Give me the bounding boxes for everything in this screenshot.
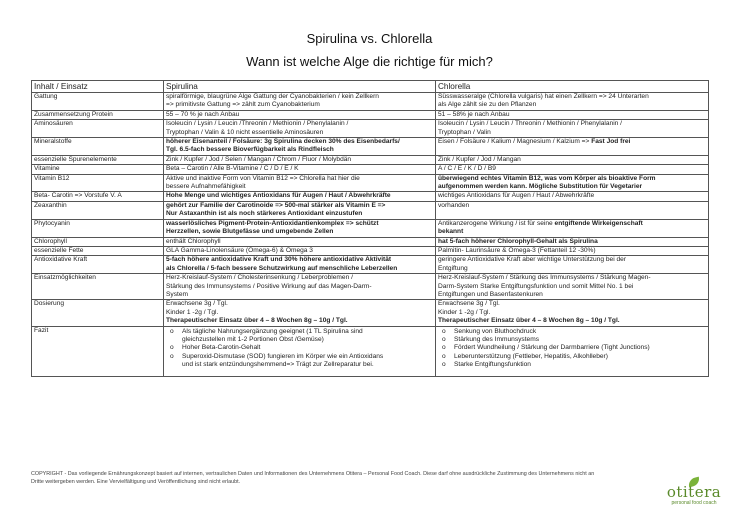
spirulina-cell (164, 274, 436, 300)
cell-text: Isoleucin / Lysin / Leucin / Threonin / Methionin / Phenylalanin / (438, 120, 623, 128)
cell-text: spiralförmige, blaugrüne Alge Gattung der Cyanobakterien / kein Zellkern (166, 93, 379, 100)
cell-line (166, 175, 433, 183)
cell-text: Entgiftung (438, 264, 468, 272)
table-row (32, 219, 709, 237)
table-row (32, 93, 709, 111)
cell-text: Herz-Kreislauf-System / Stärkung des Immunsystems / Stärkung Magen- (438, 274, 651, 282)
cell-text: hat 5-fach höherer Chlorophyll-Gehalt als Spirulina (438, 237, 598, 245)
cell-line (166, 238, 433, 246)
row-label: Zusammensetzung Protein (32, 110, 164, 119)
spirulina-cell (164, 237, 436, 246)
cell-text-bold: Fast Jod frei (591, 138, 631, 146)
cell-text: aufgenommen werden kann. Mögliche Substitution für Vegetarier (438, 183, 643, 191)
cell-text: Stärkung des Immunsystems / Positive Wirkung auf das Magen-Darm- (166, 282, 372, 290)
row-label: Phytocyanin (32, 219, 164, 237)
spirulina-cell (164, 120, 436, 138)
spirulina-cell (164, 246, 436, 255)
chlorella-cell (436, 120, 709, 138)
cell-line (438, 120, 706, 128)
cell-line (438, 228, 706, 236)
chlorella-cell (436, 155, 709, 164)
row-label: Antioxidative Kraft (32, 256, 164, 274)
cell-line (438, 129, 706, 137)
chlorella-cell (436, 237, 709, 246)
row-label: Mineralstoffe (32, 138, 164, 156)
cell-text: als Alge zählt sie zu den Pflanzen (438, 101, 537, 109)
cell-text: überwiegend echtes Vitamin B12, was vom Körper als bioaktive Form (438, 174, 656, 182)
fazit-bullet (166, 336, 433, 344)
footer-line-1: COPYRIGHT - Das vorliegende Ernährungskonzept basiert auf internen, vertraulichen Daten und Informationen des Unternehmens Otitera – Personal Food Coach. Diese darf ohne ausdrückliche Zustimmung des Unternehmens nicht an (31, 471, 595, 477)
row-label: Vitamin B12 (32, 174, 164, 192)
fazit-text: gleichzustellen mit 1-2 Portionen Obst /Gemüse) (182, 335, 324, 343)
bullet-marker-icon: o (442, 335, 446, 343)
table-row (32, 246, 709, 255)
cell-text: Tgl. 6.5-fach bessere Bioverfügbarkeit als Rindfleisch (166, 146, 334, 154)
cell-line (438, 291, 706, 299)
row-label: Fazit (32, 326, 164, 376)
spirulina-cell (164, 165, 436, 174)
cell-text: Antikanzerogene Wirkung / ist für seine (438, 219, 555, 227)
cell-text: => primitivste Gattung => zählt zum Cyanobakterium (166, 101, 320, 109)
table-row (32, 192, 709, 201)
cell-line (166, 283, 433, 291)
fazit-text: Superoxid-Dismutase (SOD) fungieren im Körper wie ein Antioxidans (182, 352, 384, 360)
table-row (32, 120, 709, 138)
logo-tagline: personal food coach (671, 500, 717, 506)
cell-line (166, 274, 433, 282)
company-logo (664, 484, 724, 506)
cell-text: höherer Eisenanteil / Folsäure: 3g Spirulina decken 30% des Eisenbedarfs/ (166, 138, 400, 146)
cell-line (166, 228, 433, 236)
cell-text: Herzzellen, sowie Blutgefässe und umgebende Zellen (166, 228, 334, 236)
cell-line (438, 101, 706, 109)
header-spirulina: Spirulina (164, 81, 436, 93)
cell-line (438, 192, 706, 200)
cell-text: geringere Antioxidative Kraft aber wichtige Unterstützung bei der (438, 256, 627, 264)
cell-line (438, 165, 706, 173)
row-label: Dosierung (32, 300, 164, 326)
fazit-text: Starke Entgiftungsfunktion (454, 361, 531, 369)
fazit-text: Leberunterstützung (Fettleber, Hepatitis, Alkohlleber) (454, 352, 608, 360)
cell-line (438, 283, 706, 291)
cell-line (166, 247, 433, 255)
cell-line (166, 309, 433, 317)
cell-line (166, 300, 433, 308)
cell-line (438, 309, 706, 317)
chlorella-fazit-cell (436, 326, 709, 376)
table-row (32, 110, 709, 119)
bullet-marker-icon: o (442, 344, 446, 352)
cell-text: Darm-System Starke Entgiftungsfunktion und somit Mittel No. 1 bei (438, 282, 634, 290)
cell-line (438, 317, 706, 325)
chlorella-cell (436, 274, 709, 300)
cell-text: 55 – 70 % je nach Anbau (166, 110, 240, 118)
table-row (32, 237, 709, 246)
cell-text: Zink / Kupfer / Jod / Mangan (438, 155, 521, 163)
cell-text: Tryptophan / Valin (438, 128, 491, 136)
cell-text: Süsswasseralge (Chlorella vulgaris) hat einen Zellkern => 24 Unterarten (438, 93, 649, 100)
cell-text: Erwachsene 3g / Tgl. (166, 300, 228, 308)
document-subtitle: Wann ist welche Alge die richtige für mich? (246, 54, 493, 69)
spirulina-cell (164, 192, 436, 201)
cell-line (438, 220, 706, 228)
copyright-footer (31, 470, 721, 486)
cell-line (166, 120, 433, 128)
cell-line (438, 300, 706, 308)
cell-text: A / C / E / K / D / B9 (438, 165, 496, 173)
spirulina-cell (164, 174, 436, 192)
comparison-table (31, 80, 709, 377)
cell-text: Aktive und inaktive Form von Vitamin B12 => Chlorella hat hier die (166, 174, 360, 182)
bullet-marker-icon: o (170, 352, 174, 360)
chlorella-cell (436, 138, 709, 156)
fazit-bullet (166, 344, 433, 352)
chlorella-cell (436, 256, 709, 274)
table-row (32, 201, 709, 219)
chlorella-cell (436, 219, 709, 237)
chlorella-cell (436, 192, 709, 201)
chlorella-cell (436, 93, 709, 111)
header-chlorella: Chlorella (436, 81, 709, 93)
cell-line (166, 165, 433, 173)
fazit-bullet (166, 361, 433, 369)
table-row (32, 138, 709, 156)
cell-line (438, 247, 706, 255)
spirulina-fazit-cell (164, 326, 436, 376)
spirulina-cell (164, 138, 436, 156)
cell-text: Nur Astaxanthin ist als noch stärkeres Antioxidant einzustufen (166, 210, 363, 218)
cell-text: vorhanden (438, 201, 470, 209)
fazit-text: Fördert Wundheilung / Stärkung der Darmbarriere (Tight Junctions) (454, 344, 650, 352)
cell-line (166, 129, 433, 137)
table-row (32, 300, 709, 326)
bullet-marker-icon: o (170, 344, 174, 352)
cell-text: Therapeutischer Einsatz über 4 – 8 Wochen 8g – 10g / Tgl. (166, 317, 348, 325)
cell-text: Entgiftungen und Basenfastenkuren (438, 290, 543, 298)
fazit-bullet (438, 361, 706, 369)
cell-line (166, 220, 433, 228)
table-row-fazit (32, 326, 709, 376)
cell-line (438, 93, 706, 101)
cell-text: Kinder 1 -2g / Tgl. (438, 308, 491, 316)
row-label: Aminosäuren (32, 120, 164, 138)
chlorella-cell (436, 174, 709, 192)
table-row (32, 165, 709, 174)
row-label: essenzielle Spurenelemente (32, 155, 164, 164)
cell-line (438, 265, 706, 273)
chlorella-cell (436, 300, 709, 326)
fazit-bullet (166, 328, 433, 336)
chlorella-cell (436, 201, 709, 219)
fazit-text: Als tägliche Nahrungsergänzung geeignet (1 TL Spirulina sind (182, 327, 363, 335)
cell-line (438, 138, 706, 146)
cell-line (438, 183, 706, 191)
cell-line (166, 111, 433, 119)
chlorella-cell (436, 165, 709, 174)
fazit-bullet (438, 328, 706, 336)
spirulina-cell (164, 201, 436, 219)
fazit-bullet (438, 353, 706, 361)
cell-line (438, 156, 706, 164)
cell-line (166, 317, 433, 325)
bullet-marker-icon: o (442, 352, 446, 360)
row-label: Gattung (32, 93, 164, 111)
cell-text: als Chlorella / 5-fach bessere Schutzwirkung auf menschliche Leberzellen (166, 264, 398, 272)
cell-line (166, 202, 433, 210)
fazit-bullet (166, 353, 433, 361)
cell-text: gehört zur Familie der Carotinoide => 500-mal stärker als Vitamin E => (166, 201, 386, 209)
spirulina-cell (164, 256, 436, 274)
cell-text: Beta – Carotin / Alle B-Vitamine / C / D / E / K (166, 165, 299, 173)
bullet-marker-icon: o (170, 327, 174, 335)
cell-text: Herz-Kreislauf-System / Cholesterinsenkung / Leberproblemen / (166, 274, 353, 282)
fazit-text: und ist stark entzündungshemmend=> Trägt zur Zellreparatur bei. (182, 361, 374, 369)
spirulina-cell (164, 219, 436, 237)
fazit-text: Senkung von Bluthochdruck (454, 327, 537, 335)
row-label: Einsatzmöglichkeiten (32, 274, 164, 300)
cell-text: Therapeutischer Einsatz über 4 – 8 Wochen 8g – 10g / Tgl. (438, 317, 620, 325)
spirulina-cell (164, 93, 436, 111)
cell-line (166, 156, 433, 164)
cell-text: Tryptophan / Valin & 10 nicht essentielle Aminosäuren (166, 128, 324, 136)
row-label: Chlorophyll (32, 237, 164, 246)
cell-text: wichtiges Antioxidans für Augen / Haut / Abwehrkräfte (438, 192, 595, 200)
document-title: Spirulina vs. Chlorella (306, 31, 433, 46)
cell-line (166, 138, 433, 146)
cell-text: wasserlösliches Pigment-Protein-Antioxidantienkomplex => schützt (166, 219, 379, 227)
cell-text: Eisen / Folsäure / Kalium / Magnesium / Kalzium => (438, 138, 592, 146)
table-row (32, 174, 709, 192)
row-label: essenzielle Fette (32, 246, 164, 255)
cell-line (166, 101, 433, 109)
bullet-marker-icon: o (442, 361, 446, 369)
logo-name: otitera (666, 483, 722, 501)
fazit-text: Hoher Beta-Carotin-Gehalt (182, 344, 261, 352)
cell-text: 51 – 58% je nach Anbau (438, 110, 510, 118)
row-label: Vitamine (32, 165, 164, 174)
cell-text: Hohe Menge und wichtiges Antioxidans für Augen / Haut / Abwehrkräfte (166, 192, 391, 200)
cell-text: bessere Aufnahmefähigkeit (166, 183, 246, 191)
cell-line (166, 256, 433, 264)
footer-line-2: Dritte weitergeben werden. Eine Vervielfältigung und Veröffentlichung sind nicht erlaubt. (31, 479, 241, 485)
chlorella-cell (436, 246, 709, 255)
cell-line (166, 291, 433, 299)
row-label: Zeaxanthin (32, 201, 164, 219)
cell-line (166, 265, 433, 273)
cell-line (166, 93, 433, 101)
cell-line (438, 111, 706, 119)
cell-line (438, 238, 706, 246)
cell-text: 5-fach höhere antioxidative Kraft und 30% höhere antioxidative Aktivität (166, 256, 392, 264)
cell-text: bekannt (438, 228, 464, 236)
table-header-row (32, 81, 709, 93)
spirulina-cell (164, 155, 436, 164)
spirulina-cell (164, 300, 436, 326)
cell-line (438, 274, 706, 282)
bullet-marker-icon: o (442, 327, 446, 335)
spirulina-cell (164, 110, 436, 119)
cell-text: System (166, 290, 188, 298)
cell-line (438, 256, 706, 264)
cell-text: Isoleucin / Lysin / Leucin /Threonin / Methionin / Phenylalanin / (166, 120, 349, 128)
table-row (32, 155, 709, 164)
chlorella-cell (436, 110, 709, 119)
cell-line (166, 146, 433, 154)
cell-text: Palmitin- Laurinsäure & Omega-3 (Fettanteil 12 -30%) (438, 246, 596, 254)
cell-text: GLA Gamma-Linolensäure (Omega-6) & Omega 3 (166, 246, 313, 254)
cell-line (438, 202, 706, 210)
row-label: Beta- Carotin => Vorstufe V. A (32, 192, 164, 201)
cell-text: Kinder 1 -2g / Tgl. (166, 308, 219, 316)
fazit-text: Stärkung des Immunsystems (454, 335, 540, 343)
cell-line (166, 192, 433, 200)
cell-text: Erwachsene 3g / Tgl. (438, 300, 500, 308)
cell-text: enthält Chlorophyll (166, 237, 221, 245)
table-row (32, 256, 709, 274)
cell-text-bold: entgiftende Wirkeigenschaft (554, 219, 643, 227)
cell-line (166, 183, 433, 191)
cell-line (166, 210, 433, 218)
table-row (32, 274, 709, 300)
cell-line (438, 175, 706, 183)
fazit-bullet (438, 336, 706, 344)
fazit-bullet (438, 344, 706, 352)
header-inhalt: Inhalt / Einsatz (32, 81, 164, 93)
cell-text: Zink / Kupfer / Jod / Selen / Mangan / Chrom / Fluor / Molybdän (166, 155, 352, 163)
